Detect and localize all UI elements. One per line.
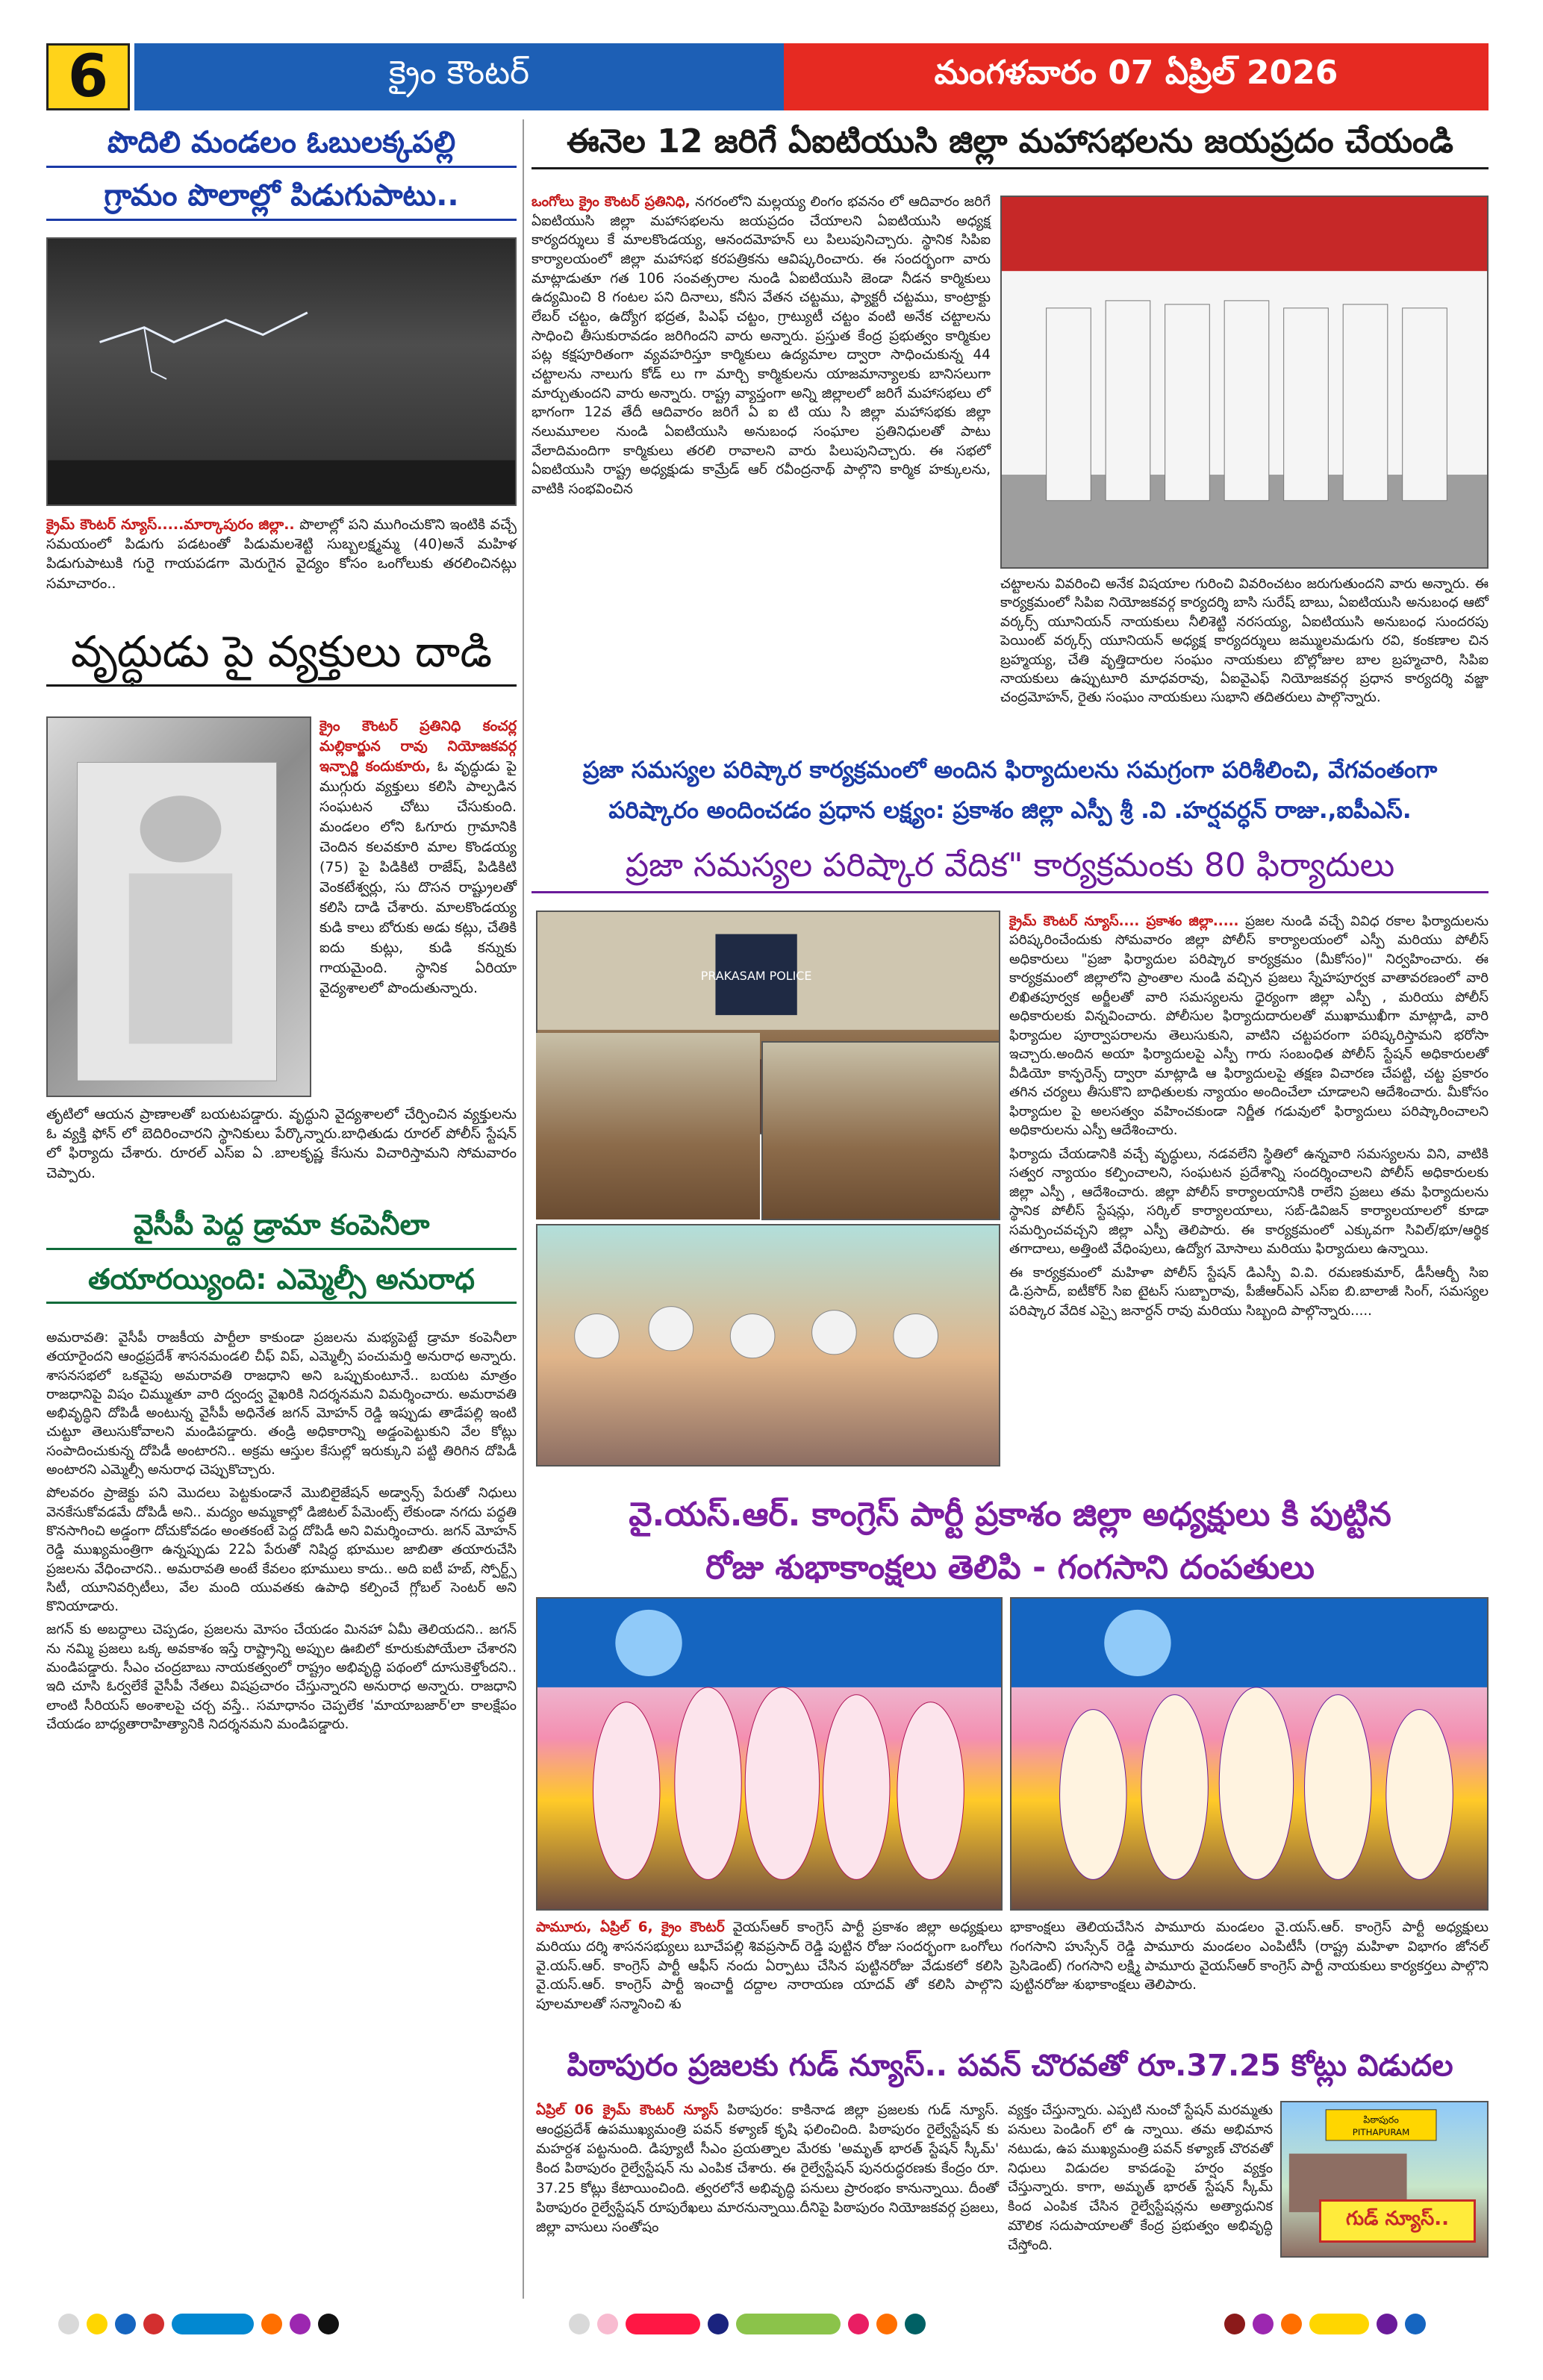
pithapuram-body-side: వ్యక్తం చేస్తున్నారు. ఎప్పటి నుంచో స్టేషన్ మరమ్మతు పనులు పెండింగ్ లో ఉ న్నాయి. తమ అభిమాన నటుడు, ఉప ముఖ్యమంత్రి పవన్ కళ్యాణ్ చొరవతో నిధులు విడుదల కావడంపై హర్షం వ్యక్తం చేస్తున్నారు. కాగా, అమృత్ భారత్ స్టేషన్ స్కీమ్ కింద ఎంపిక చేసిన రైల్వేస్టేషన్లను అత్యాధునిక మౌలిక సదుపాయాలతో కేంద్ర ప్రభుత్వం అభివృద్ధి చేస్తోంది.	[1008, 2102, 1273, 2253]
aituc-headline: ఈనెల 12 జరిగే ఏఐటియుసి జిల్లా మహాసభలను జయప్రదం చేయండి	[532, 123, 1489, 169]
aituc-paragraph: రాష్ట్ర వ్యాప్తంగా అన్ని జిల్లాలలో జరిగే మహాసభలు లో భాగంగా 12వ తేదీ ఆదివారం జరిగే ఏ ఐ టి యు సి జిల్లా మహాసభకు జిల్లా నలుమూలల నుండి ఏఐటియుసి అనుబంధ సంఘాల ప్రతినిధులతో పాటు వేలాదిమందిగా కార్మికులు తరలి రావాలని వారు పిలుపునిచ్చారు. ఈ సభలో ఏఐటియుసి రాష్ట్ర అధ్యక్షుడు కామ్రేడ్ ఆర్ రవీంద్రనాథ్ పాల్గొని కార్మిక హక్కులను, వాటికి సంభవించిన	[532, 385, 991, 497]
grievance-paragraph: ప్రజల నుండి వచ్చే వివిధ రకాల ఫిర్యాదులను పరిష్కరించేందుకు సోమవారం జిల్లా పోలీస్ కార్యాలయంలో ఎస్పీ మరియు పోలీస్ అధికారులు "ప్రజా ఫిర్యాదుల పరిష్కార కార్యక్రమం (మీకోసం)" నిర్వహించారు. ఈ కార్యక్రమంలో జిల్లాలోని ప్రాంతాల నుండి వచ్చిన ప్రజలు స్నేహపూర్వక వాతావరణంలో వారి లిఖితపూర్వక అర్జీలతో వారి సమస్యలను ధైర్యంగా జిల్లా ఎస్పీ , మరియు పోలీస్ అధికారులకు విన్నవించారు. పోలీసుల ఫిర్యాదుదారులతో ముఖాముఖీగా మాట్లాడి, వారి ఫిర్యాదుల పూర్వాపరాలను తెలుసుకుని, వాటిని చట్టపరంగా పరిష్కరిస్తామని భరోసా ఇచ్చారు.అందిన అయా ఫిర్యాదులపై ఎస్పీ గారు సంబంధిత పోలీస్ స్టేషన్ అధికారులతో వీడియో కాన్ఫరెన్స్ ద్వారా మాట్లాడి ఆ ఫిర్యాదులపై తక్షణ విచారణ చేపట్టి, చట్ట ప్రకారం తగిన చర్యలు తీసుకొని బాధితులకు న్యాయం అందించేలా చూడాలని ఆదేశించారు. మీకోసం ఫిర్యాదుల పై అలసత్వం వహించకుండా నిర్ణీత గడువులో ఫిర్యాదులు పరిష్కారించాలని అధికారులను ఎస్పీ ఆదేశించారు.	[1009, 913, 1489, 1139]
footer-dot	[318, 2314, 339, 2334]
grievance-subhead-line2: పరిష్కారం అందించడం ప్రధాన లక్ష్యం: ప్రకాశం జిల్లా ఎస్పీ శ్రీ .వి .హర్షవర్ధన్ రాజు.,ఐపీఎస్.	[608, 796, 1412, 824]
aituc-body-right: చట్టాలను వివరించి అనేక విషయాల గురించి వివరించటం జరుగుతుందని వారు అన్నారు. ఈ కార్యక్రమంలో సిపిఐ నియోజకవర్గ కార్యదర్శి బాసి సురేష్ బాబు, ఏఐటియుసి అనుబంధ ఆటో వర్కర్స్ యూనియన్ నాయకులు నీలిశెట్టి నరసయ్య, ఏఐటియుసి అనుబంధ సుందరపు పెయింట్ వర్కర్స్ యూనియన్ అధ్యక్ష కార్యదర్శులు జమ్ములమడుగు రవి, కంకణాల చిన బ్రహ్మయ్య, చేతి వృత్తిదారుల సంఘం నాయకులు బొల్లోజుల బాల బ్రహ్మచారి, సిపిఐ నాయకులు ఉప్పుటూరి మాధవరావు, ఏఐవైఎఫ్ నియోజకవర్గ ప్రధాన కార్యదర్శి వజ్జా చంద్రమోహన్, రైతు సంఘం నాయకులు సుభాని తదితరులు పాల్గొన్నారు.	[1000, 576, 1489, 706]
footer-dot	[569, 2314, 590, 2334]
footer-dot	[1281, 2314, 1302, 2334]
ycp-drama-headline-line1: వైసీపీ పెద్ద డ్రామా కంపెనీలా	[46, 1209, 517, 1250]
grievance-subhead	[532, 758, 1489, 824]
footer-colors-right	[1224, 2314, 1426, 2334]
station-sign-english: PITHAPURAM	[1352, 2127, 1410, 2138]
grievance-headline: ప్రజా సమస్యల పరిష్కార వేదిక" కార్యక్రమంకు 80 ఫిర్యాదులు	[532, 847, 1489, 893]
footer-colors-left	[58, 2314, 339, 2334]
ycp-drama-paragraph: జగన్ కు అబద్ధాలు చెప్పడం, ప్రజలను మోసం చేయడం మినహా ఏమీ తెలియదని.. జగన్ ను నమ్మి ప్రజలు ఒక్క అవకాశం ఇస్తే రాష్ట్రాన్ని అప్పుల ఊబిలో కూరుకుపోయేలా చేశారని మండిపడ్డారు. సీఎం చంద్రబాబు నాయకత్వంలో రాష్ట్రం అభివృద్ధి పథంలో దూసుకెళ్తోందని.. ఇది చూసి ఓర్వలేకే వైసీపీ నేతలు విషప్రచారం చేస్తున్నారని అనురాధ అన్నారు. రాజధాని లాంటి సీరియస్ అంశాలపై చర్చ వస్తే.. సమాధానం చెప్పలేక 'మాయాబజార్'లా కాలక్షేపం చేయడం బాధ్యతారాహిత్యానికి నిదర్శనమని మండిపడ్డారు.	[46, 1622, 517, 1732]
ycp-drama-headline	[46, 1209, 517, 1304]
police-sign-text: PRAKASAM POLICE	[700, 968, 812, 983]
footer-dot	[58, 2314, 79, 2334]
ysrcp-headline-line1: వై.యస్.ఆర్. కాంగ్రెస్ పార్టీ ప్రకాశం జిల్లా అధ్యక్షులు కి పుట్టిన	[629, 1496, 1391, 1534]
grievance-photo-2	[536, 1033, 760, 1219]
footer-dot	[87, 2314, 107, 2334]
footer-colors-mid	[569, 2314, 926, 2334]
footer-dot	[848, 2314, 869, 2334]
grievance-body	[1009, 912, 1489, 1320]
grievance-subhead-line1: ప్రజా సమస్యల పరిష్కార కార్యక్రమంలో అందిన ఫిర్యాదులను సమగ్రంగా పరిశీలించి, వేగవంతంగా	[582, 757, 1438, 784]
lightning-headline-line2: గ్రామం పొలాల్లో పిడుగుపాటు..	[46, 178, 517, 221]
footer-dot	[708, 2314, 729, 2334]
grievance-dateline: క్రైమ్ కౌంటర్ న్యూస్.... ప్రకాశం జిల్లా.....	[1009, 913, 1239, 929]
column-rule	[523, 119, 524, 2299]
lightning-headline-line1: పొదిలి మండలం ఓబులక్కపల్లి	[46, 125, 517, 168]
footer-bar	[1309, 2314, 1369, 2334]
assault-headline: వృద్ధుడు పై వ్యక్తులు దాడి	[46, 627, 517, 687]
footer-dot	[1405, 2314, 1426, 2334]
aituc-paragraph: నగరంలోని మల్లయ్య లింగం భవనం లో ఆదివారం జరిగే ఏఐటియుసి జిల్లా మహాసభలను జయప్రదం చేయాలని ఏఐటియుసి అధ్యక్ష కార్యదర్శులు కే మాలకొండయ్య, ఆనందమోహన్ లు పిలుపునిచ్చారు. స్థానిక సిపిఐ కార్యాలయంలో జిల్లా మహాసభ కరపత్రికను ఆవిష్కరించారు. ఈ సందర్భంగా వారు మాట్లాడుతూ గత 106 సంవత్సరాల నుండి ఏఐటియుసి జెండా నీడన కార్మికులు ఉద్యమించి 8 గంటల పని దినాలు, కనీస వేతన చట్టము, ఫ్యాక్టరీ చట్టము, కాంట్రాక్టు లేబర్ చట్టం, ఉద్యోగ భద్రత, పిఎఫ్ చట్టం, గ్రాట్యుటీ చట్టం వంటి అనేక చట్టాలను సాధించి తీసుకురావడం జరిగిందని వారు అన్నారు. ప్రస్తుత కేంద్ర ప్రభుత్వం కార్మికుల పట్ల కక్షపూరితంగా వ్యవహరిస్తూ కార్మికులు ఉద్యమాల ద్వారా సాధించుకున్న 44 చట్టాలను నాలుగు కోడ్ లు గా మార్చి కార్మికులను యాజమాన్యాలకు బానిసలుగా మార్చుతుందని వారు అన్నారు.	[532, 194, 991, 402]
footer-dot	[1224, 2314, 1245, 2334]
assault-body-side: ఓ వృద్ధుడు పై ముగ్గురు వ్యక్తులు కలిసి పాల్పడిన సంఘటన చోటు చేసుకుంది. మండలం లోని ఓగూరు గ్రామానికి చెందిన కలవకూరి మాల కొండయ్య (75) పై పిడికిటి రాజేష్, పిడికిటి వెంకటేశ్వర్లు, సు దొసన రాష్ట్రులతో కలిసి దాడి చేశారు. మాలకొండయ్య కుడి కాలు బోరుకు అడు కట్లు, చేతికి ఐదు కుట్లు, కుడి కన్నుకు గాయమైంది. స్థానిక ఏరియా వైద్యశాలలో పొందుతున్నారు.	[319, 758, 517, 996]
ysrcp-paragraph: వైయస్ఆర్ కాంగ్రెస్ పార్టీ ప్రకాశం జిల్లా అధ్యక్షులు మరియు దర్శి శాసనసభ్యులు బూచేపల్లి శివప్రసాద్ రెడ్డి పుట్టిన రోజు సందర్భంగా ఒంగోలు వై.యస్.ఆర్. కాంగ్రెస్ పార్టీ ఆఫీస్ నందు ఏర్పాటు చేసిన పుట్టినరోజు వేడుకలో కలిసి వై.యస్.ఆర్. కాంగ్రెస్ పార్టీ ఇంచార్జీ దద్దాల నారాయణ యాదవ్ తో కలిసి పాల్గొని పూలమాలతో సన్మానించి శు	[536, 1920, 1003, 2013]
aituc-group-photo	[1000, 196, 1489, 569]
footer-dot	[261, 2314, 282, 2334]
ysrcp-photo-1	[536, 1597, 1003, 1911]
grievance-paragraph: ఈ కార్యక్రమంలో మహిళా పోలీస్ స్టేషన్ డిఎస్పీ వి.వి. రమణకుమార్, డీసీఆర్బీ సిఐ డి.ప్రసాద్, ఐటీకోర్ సిఐ టైటస్ సుబ్బారావు, పీజీఆర్ఎస్ ఎస్ఐ బి.బాలాజీ సింగ్, సమస్యల పరిష్కార వేదిక ఎస్సై జనార్దన్ రావు మరియు సిబ్బంది పాల్గొన్నారు.....	[1009, 1264, 1489, 1319]
lightning-headline	[46, 125, 517, 221]
pithapuram-paragraph: పిఠాపురం: కాకినాడ జిల్లా ప్రజలకు గుడ్ న్యూస్. ఆంధ్రప్రదేశ్ ఉపముఖ్యమంత్రి పవన్ కళ్యాణ్ కృషి ఫలించింది. పిఠాపురం రైల్వేస్టేషన్ కు మహర్దశ పట్టనుంది. డిప్యూటీ సీఎం ప్రయత్నాల మేరకు 'అమృత్ భారత్ స్టేషన్ స్కీమ్' కింద పిఠాపురం రైల్వేస్టేషన్ ను ఎంపిక చేశారు. ఈ రైల్వేస్టేషన్ పునరుద్ధరణకు కేంద్రం రూ. 37.25 కోట్లు కేటాయించింది. త్వరలోనే అభివృద్ధి పనులు ప్రారంభం కానున్నాయి. దీంతో పిఠాపురం రైల్వేస్టేషన్ రూపురేఖలు మారనున్నాయి.దీనిపై పిఠాపురం నియోజకవర్గ ప్రజలు, జిల్లా వాసులు సంతోషం	[536, 2102, 999, 2235]
ycp-drama-paragraph: అమరావతి: వైసీపీ రాజకీయ పార్టీలా కాకుండా ప్రజలను మభ్యపెట్టే డ్రామా కంపెనీలా తయారైందని ఆంధ్రప్రదేశ్ శాసనమండలి చీఫ్ విప్, ఎమ్మెల్సీ పంచుమర్తి అనురాధ అన్నారు. శాసనసభలో ఒకవైపు అమరావతి రాజధాని అని ఒప్పుకుంటూనే.. బయట మాత్రం రాజధానిపై విషం చిమ్ముతూ వారి ద్వంద్వ వైఖరికి నిదర్శనమని విమర్శించారు. అమరావతి అభివృద్ధిని దోపిడీ అంటున్న వైసీపీ అధినేత జగన్ మోహన్ రెడ్డి ఇప్పుడు తాడేపల్లి ఇంటి చుట్టూ తెలుసుకోవాలని మండిపడ్డారు. తండ్రి అధికారాన్ని అడ్డంపెట్టుకుని వేల కోట్లు సంపాదించుకున్న దోపిడీ అంటారని.. అక్రమ ఆస్తుల కేసుల్లో ఇరుక్కుని పట్టి తిరిగిన దోపిడీ అంటారని ఎమ్మెల్సీ అనురాధ చెప్పుకొచ్చారు.	[46, 1330, 517, 1478]
assault-dateline: క్రైం కౌంటర్ ప్రతినిధి కంచర్ల మల్లికార్జున రావు నియోజకవర్గ ఇన్చార్జి కందుకూరు,	[319, 718, 517, 775]
ysrcp-body-right: భాకాంక్షలు తెలియచేసిన పామూరు మండలం వై.యస్.ఆర్. కాంగ్రెస్ పార్టీ అధ్యక్షులు గంగసాని హుస్సేన్ రెడ్డి పామూరు మండలం ఎంపిటీసీ (రాష్ట్ర మహిళా విభాగం జోనల్ ప్రెసిడెంట్) గంగసాని లక్ష్మి పామూరు వైయస్ఆర్ కాంగ్రెస్ పార్టీ నాయకులు కార్యకర్తలు పాల్గొని పుట్టినరోజు శుభాకాంక్షలు తెలిపారు.	[1010, 1920, 1489, 1993]
pithapuram-headline: పిఠాపురం ప్రజలకు గుడ్ న్యూస్.. పవన్ చొరవతో రూ.37.25 కోట్లు విడుదల	[567, 2049, 1453, 2083]
footer-dot	[1377, 2314, 1397, 2334]
footer-bar	[736, 2314, 841, 2334]
station-sign-telugu: పిఠాపురం	[1363, 2114, 1399, 2126]
ysrcp-body-left	[536, 1918, 1003, 2014]
assault-body: తృటిలో ఆయన ప్రాణాలతో బయటపడ్డారు. వృద్ధుని వైద్యశాలలో చేర్పించిన వ్యక్తులను ఓ వ్యక్తి ఫోన్ లో బెదిరించారని స్థానికులు పేర్కొన్నారు.బాధితుడు రూరల్ పోలీస్ స్టేషన్ లో ఫిర్యాదు చేశారు. రూరల్ ఎస్ఐ ఏ .బాలకృష్ణ కేసును విచారిస్తామని సోమవారం చెప్పారు.	[46, 1106, 517, 1181]
footer-dot	[115, 2314, 136, 2334]
pithapuram-station-photo	[1280, 2101, 1489, 2258]
ysrcp-dateline: పామూరు, ఏప్రిల్ 6, క్రైం కౌంటర్	[536, 1920, 725, 1935]
footer-dot	[143, 2314, 164, 2334]
footer-bar	[172, 2314, 254, 2334]
footer-bar	[626, 2314, 700, 2334]
ycp-drama-body	[46, 1328, 517, 1734]
ycp-drama-headline-line2: తయారయ్యింది: ఎమ్మెల్సీ అనురాధ	[46, 1264, 517, 1305]
footer-dot	[876, 2314, 897, 2334]
ysrcp-photo-2	[1010, 1597, 1489, 1911]
footer-dot	[905, 2314, 926, 2334]
lightning-body	[46, 515, 517, 593]
footer-dot	[290, 2314, 311, 2334]
pithapuram-body-main	[536, 2101, 999, 2237]
footer-dot	[1253, 2314, 1274, 2334]
lightning-text: పొలాల్లో పని ముగించుకొని ఇంటికి వచ్చే సమయంలో పిడుగు పడటంతో పిడుమలశెట్టి సుబ్బలక్ష్మమ్మ (40)అనే మహిళ పిడుగుపాటుకి గురై గాయపడగా మెరుగైన వైద్యం కోసం ఒంగోలుకు తరలించినట్లు సమాచారం..	[46, 516, 517, 592]
pithapuram-dateline: ఏప్రిల్ 06 క్రైమ్ కౌంటర్ న్యూస్	[536, 2102, 719, 2118]
paper-name: క్రైం కౌంటర్	[134, 43, 784, 110]
good-news-badge: గుడ్ న్యూస్..	[1319, 2199, 1476, 2243]
page-number: 6	[46, 43, 130, 110]
grievance-photo-3	[761, 1041, 1000, 1220]
grievance-photo-4	[536, 1224, 1000, 1467]
aituc-dateline: ఒంగోలు క్రైం కౌంటర్ ప్రతినిధి,	[532, 194, 691, 210]
issue-date: మంగళవారం 07 ఏప్రిల్ 2026	[784, 43, 1489, 110]
assault-victim-photo	[46, 716, 311, 1097]
aituc-body-left	[532, 193, 991, 499]
grievance-paragraph: ఫిర్యాదు చేయడానికి వచ్చే వృద్ధులు, నడవలేని స్థితిలో ఉన్నవారి సమస్యలను విని, వాటికి సత్వర న్యాయం కల్పించాలని, సంఘటన ప్రదేశాన్ని సందర్శించాలని పోలీస్ అధికారులకు జిల్లా ఎస్పీ , ఆదేశించారు. జిల్లా పోలీస్ కార్యాలయానికి రాలేని ప్రజలు తమ ఫిర్యాదులను స్థానిక పోలీస్ స్టేషన్లు, సర్కిల్ కార్యాలయాలు, సబ్-డివిజన్ కార్యాలయాలలో కూడా సమర్పించవచ్చని జిల్లా ఎస్పీ తెలిపారు. ఈ కార్యక్రమంలో ఎక్కువగా సివిల్/భూ/ఆర్థిక తగాదాలు, అత్తింటి వేధింపులు, ఉద్యోగ మోసాలు మరియు ఫిర్యాదులు ఉన్నాయి.	[1009, 1146, 1489, 1258]
lightning-dateline: క్రైమ్ కౌంటర్ న్యూస్.....మార్కాపురం జిల్లా..	[46, 516, 295, 533]
ysrcp-headline-line2: రోజు శుభాకాంక్షలు తెలిపి - గంగసాని దంపతులు	[705, 1548, 1315, 1587]
lightning-photo	[46, 237, 517, 506]
assault-side-text	[319, 716, 517, 999]
ysrcp-headline	[532, 1496, 1489, 1587]
ycp-drama-paragraph: పోలవరం ప్రాజెక్టు పని మొదలు పెట్టకుండానే మొబిలైజేషన్ అడ్వాన్స్ పేరుతో నిధులు వెనకేసుకోవడమే దోపిడీ అని.. మద్యం అమ్మకాల్లో డిజిటల్ పేమెంట్స్ లేకుండా నగదు పద్ధతి కొనసాగించి అడ్డంగా దోచుకోవడం అంతకంటే పెద్ద దోపిడీ అని విమర్శించారు. జగన్ మోహన్ రెడ్డి ముఖ్యమంత్రిగా ఉన్నప్పుడు 22ఏ పేరుతో నిషిద్ధ భూముల జాబితా తయారుచేసి ప్రజలను వేధించారని.. అమరావతి అంటే కేవలం భూములు కాదు.. అది ఐటీ హబ్, స్పోర్ట్స్ సిటీ, యూనివర్సిటీలు, వేల మంది యువతకు ఉపాధి కల్పించే గ్లోబల్ సెంటర్ అని కొనియాడారు.	[46, 1485, 517, 1615]
footer-dot	[597, 2314, 618, 2334]
